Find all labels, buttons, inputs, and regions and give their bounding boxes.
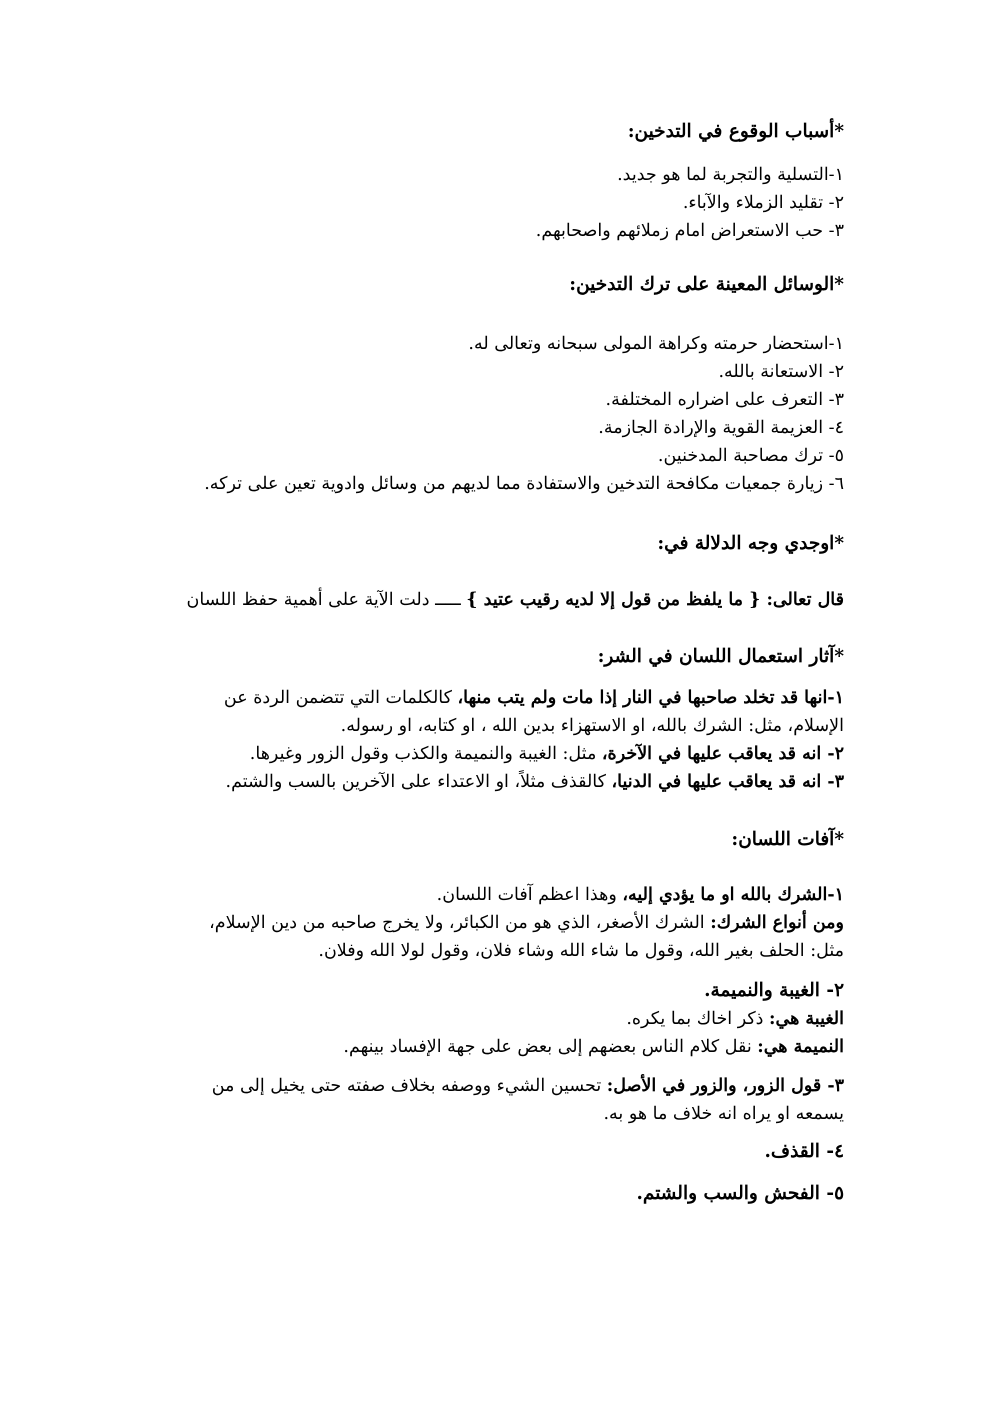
list-item: [144, 684, 844, 712]
vice-gossip: [144, 977, 844, 1061]
list-item: ٢- الاستعانة بالله.: [718, 362, 844, 382]
section-tongue-effects: [144, 643, 844, 671]
section-title: *أسباب الوقوع في التدخين:: [627, 121, 844, 142]
item-text: مثل: الغيبة والنميمة والكذب وقول الزور وغيرها.: [249, 744, 602, 764]
item-bold-lead: ٣- انه قد يعاقب عليها في الدنيا،: [611, 772, 844, 792]
section-quit-means: [144, 271, 844, 299]
definition-text: نقل كلام الناس بعضهم إلى بعض على جهة الإفساد بينهم.: [343, 1037, 758, 1057]
item-title: ٤- القذف.: [764, 1141, 844, 1162]
vice-obscenity: [144, 1180, 844, 1208]
verse-explanation: ـــــ دلت الآية على أهمية حفظ اللسان: [186, 590, 467, 610]
item-bold-lead: ٣- قول الزور، والزور في الأصل:: [606, 1076, 844, 1096]
list-item-continuation: الإسلام، مثل: الشرك بالله، او الاستهزاء بدين الله ، او كتابه، او رسوله.: [340, 716, 844, 736]
list-item: ١-استحضار حرمته وكراهة المولى سبحانه وتعالى له.: [468, 334, 844, 354]
verse-paragraph: [144, 586, 844, 614]
list-item-continuation: مثل: الحلف بغير الله، وقول ما شاء الله وشاء فلان، وقول لولا الله وفلان.: [318, 941, 844, 961]
item-title: ٢- الغيبة والنميمة.: [704, 980, 844, 1001]
list-item: ٢- تقليد الزملاء والآباء.: [682, 193, 844, 213]
section-title: *آثار استعمال اللسان في الشر:: [597, 646, 844, 667]
list-item: ٣- التعرف على اضراره المختلفة.: [605, 390, 844, 410]
list-item: ٣- حب الاستعراض امام زملائهم واصحابهم.: [535, 221, 844, 241]
section-evidence: [144, 530, 844, 558]
vice-slander: [144, 1138, 844, 1166]
quit-means-list: [144, 330, 844, 498]
list-item: ١-التسلية والتجربة لما هو جديد.: [617, 165, 844, 185]
term-bold: النميمة هي:: [757, 1037, 844, 1057]
item-text: تحسين الشيء ووصفه بخلاف صفته حتى يخيل إلى من: [211, 1076, 607, 1096]
section-title: *الوسائل المعينة على ترك التدخين:: [569, 274, 844, 295]
term-bold: الغيبة هي:: [769, 1009, 844, 1029]
section-title: *آفات اللسان:: [731, 829, 844, 850]
list-item: ٦- زيارة جمعيات مكافحة التدخين والاستفادة مما لديهم من وسائل وادوية تعين على تركه.: [204, 474, 844, 494]
vice-false-speech: [144, 1072, 844, 1128]
list-item: ٥- ترك مصاحبة المدخنين.: [657, 446, 844, 466]
item-title: ٥- الفحش والسب والشتم.: [636, 1183, 844, 1204]
list-item: ٤- العزيمة القوية والإرادة الجازمة.: [598, 418, 844, 438]
list-item: [144, 768, 844, 796]
section-tongue-vices: [144, 826, 844, 854]
definition-line: [144, 1005, 844, 1033]
smoking-causes-list: [144, 161, 844, 245]
item-bold-lead: ١-الشرك بالله او ما يؤدي إليه،: [622, 885, 844, 905]
item-text: كالقذف مثلاً، او الاعتداء على الآخرين بالسب والشتم.: [225, 772, 612, 792]
list-item-detail: [144, 909, 844, 937]
section-title: *اوجدي وجه الدلالة في:: [657, 533, 844, 554]
item-text: وهذا اعظم آفات اللسان.: [436, 885, 623, 905]
verse-line: [144, 586, 844, 614]
item-bold-lead: ٢- انه قد يعاقب عليها في الآخرة،: [601, 744, 844, 764]
definition-line: [144, 1033, 844, 1061]
item-text: كالكلمات التي تتضمن الردة عن: [223, 688, 458, 708]
item-text: الشرك الأصغر، الذي هو من الكبائر، ولا يخرج صاحبه من دين الإسلام،: [209, 913, 711, 933]
list-item: [144, 1072, 844, 1100]
vice-shirk: [144, 881, 844, 965]
item-bold-lead: ومن أنواع الشرك:: [710, 913, 844, 933]
verse-text: قال تعالى: { ما يلفظ من قول إلا لديه رقيب عتيد }: [466, 590, 844, 610]
definition-text: ذكر اخاك بما يكره.: [626, 1009, 770, 1029]
section-smoking-causes: [144, 118, 844, 146]
list-item: [144, 881, 844, 909]
list-item: [144, 740, 844, 768]
tongue-effects-list: [144, 684, 844, 796]
item-bold-lead: ١-انها قد تخلد صاحبها في النار إذا مات ولم يتب منها،: [457, 688, 844, 708]
list-item-continuation: يسمعه او يراه انه خلاف ما هو به.: [603, 1104, 844, 1124]
